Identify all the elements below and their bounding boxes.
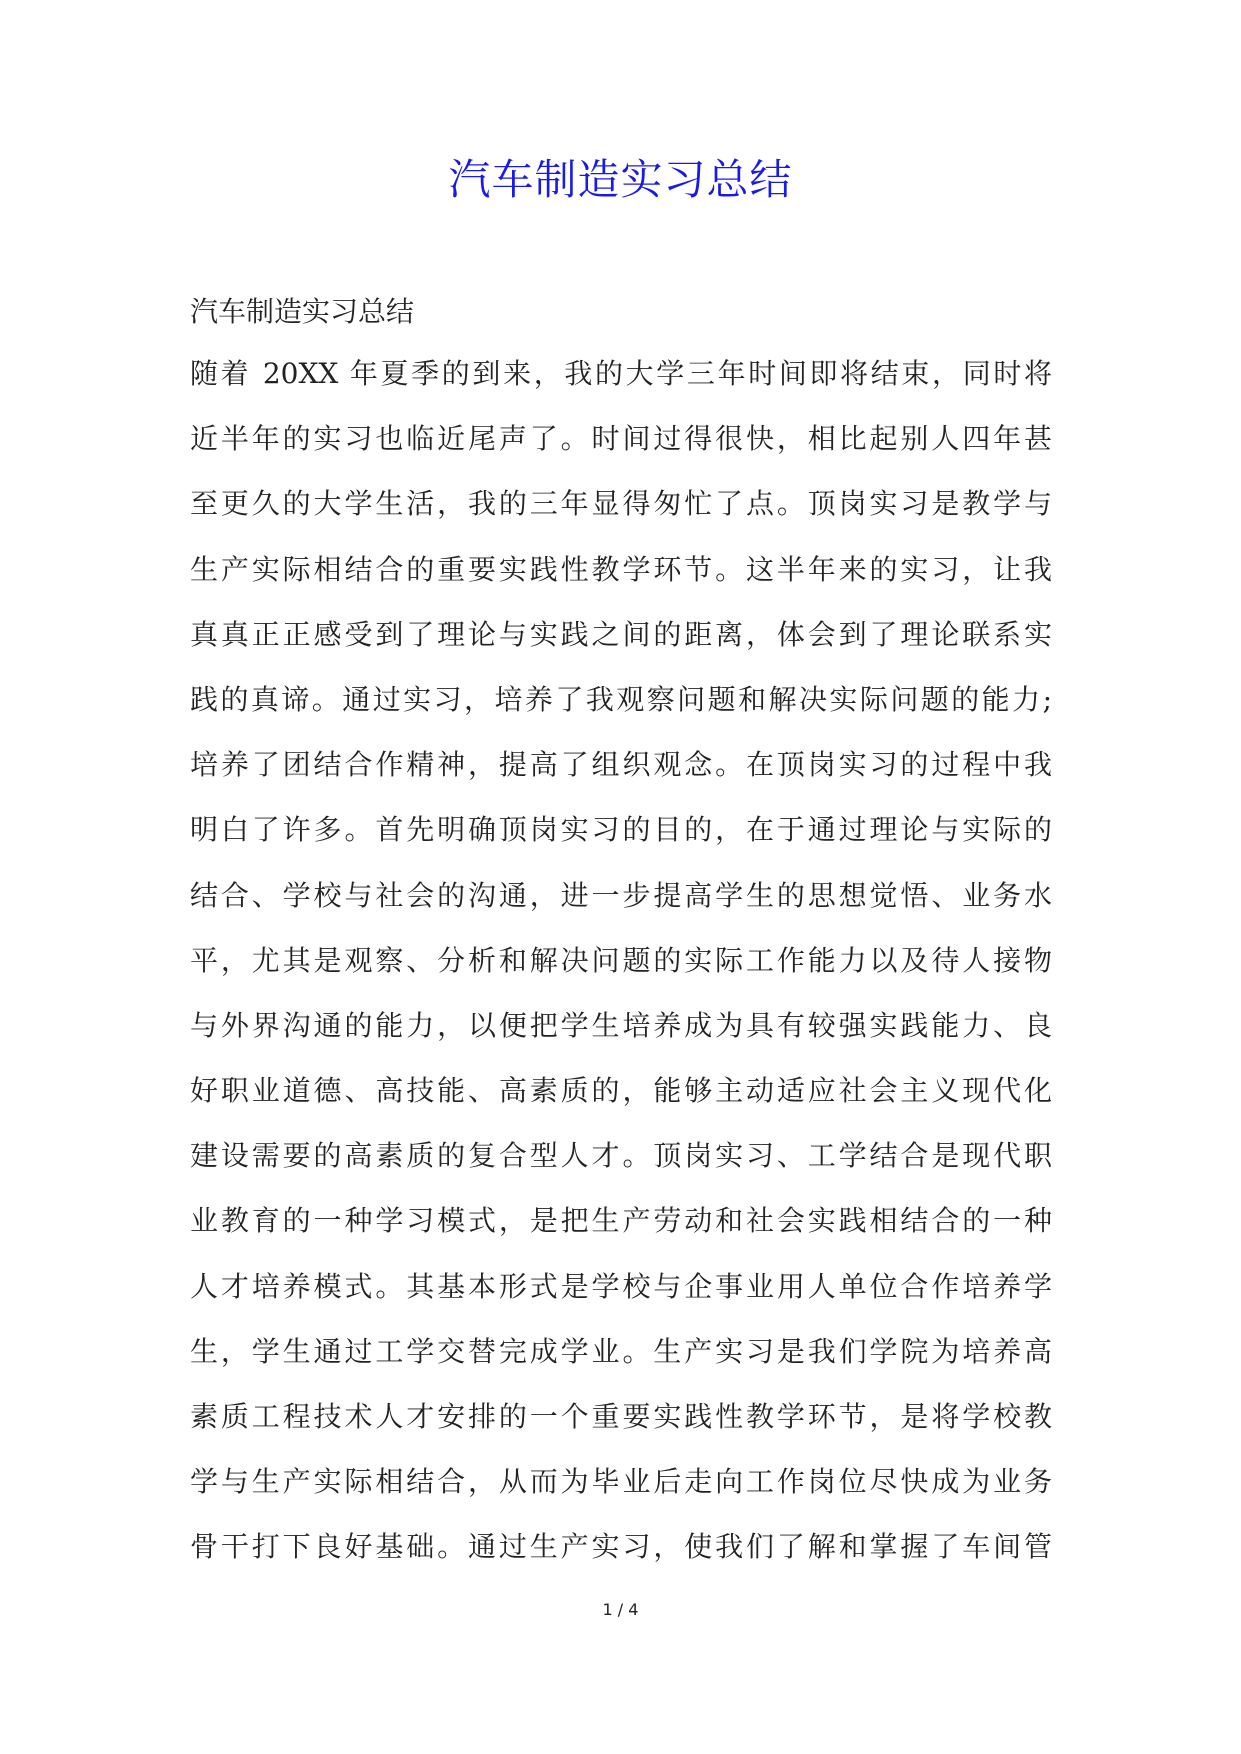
body-line: 素质工程技术人才安排的一个重要实践性教学环节，是将学校教 bbox=[190, 1400, 1052, 1433]
document-title: 汽车制造实习总结 bbox=[448, 155, 793, 204]
body-line: 至更久的大学生活，我的三年显得匆忙了点。顶岗实习是教学与 bbox=[190, 487, 1052, 521]
body-line: 随着 20XX 年夏季的到来，我的大学三年时间即将结束，同时将 bbox=[190, 357, 1052, 390]
body-line: 生，学生通过工学交替完成学业。生产实习是我们学院为培养高 bbox=[190, 1334, 1052, 1368]
document-subtitle: 汽车制造实习总结 bbox=[190, 295, 415, 328]
body-line: 真真正正感受到了理论与实践之间的距离，体会到了理论联系实 bbox=[190, 617, 1052, 651]
body-line: 好职业道德、高技能、高素质的，能够主动适应社会主义现代化 bbox=[190, 1074, 1052, 1108]
body-line: 培养了团结合作精神，提高了组织观念。在顶岗实习的过程中我 bbox=[190, 748, 1052, 782]
body-line: 结合、学校与社会的沟通，进一步提高学生的思想觉悟、业务水 bbox=[190, 878, 1052, 912]
body-line: 建设需要的高素质的复合型人才。顶岗实习、工学结合是现代职 bbox=[190, 1139, 1052, 1173]
body-line: 骨干打下良好基础。通过生产实习，使我们了解和掌握了车间管 bbox=[190, 1530, 1052, 1564]
body-line: 人才培养模式。其基本形式是学校与企事业用人单位合作培养学 bbox=[190, 1269, 1052, 1303]
body-text bbox=[190, 354, 1052, 1593]
body-line: 业教育的一种学习模式，是把生产劳动和社会实践相结合的一种 bbox=[190, 1204, 1052, 1238]
body-line: 学与生产实际相结合，从而为毕业后走向工作岗位尽快成为业务 bbox=[190, 1465, 1052, 1499]
body-line: 近半年的实习也临近尾声了。时间过得很快，相比起别人四年甚 bbox=[190, 422, 1052, 456]
body-line: 生产实际相结合的重要实践性教学环节。这半年来的实习，让我 bbox=[190, 552, 1052, 586]
body-line: 平，尤其是观察、分析和解决问题的实际工作能力以及待人接物 bbox=[190, 943, 1052, 977]
body-line: 践的真谛。通过实习，培养了我观察问题和解决实际问题的能力; bbox=[190, 682, 1052, 716]
body-line: 明白了许多。首先明确顶岗实习的目的，在于通过理论与实际的 bbox=[190, 813, 1052, 847]
page-number: 1 / 4 bbox=[602, 1600, 639, 1619]
body-line: 与外界沟通的能力，以便把学生培养成为具有较强实践能力、良 bbox=[190, 1008, 1052, 1042]
